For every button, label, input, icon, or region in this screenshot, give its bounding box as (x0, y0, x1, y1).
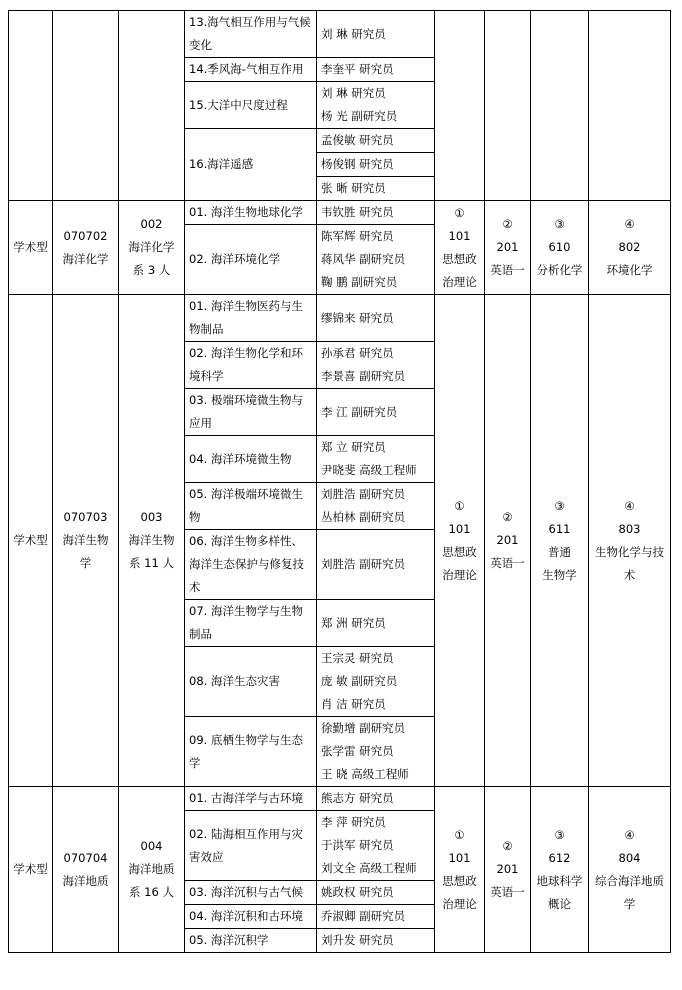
exam2-cell (485, 11, 531, 201)
direction-name: 02. 海洋环境化学 (185, 225, 317, 295)
teacher-cell: 刘升发 研究员 (317, 929, 435, 953)
exam2-cell: ② 201 英语一 (485, 787, 531, 953)
dept-cell: 004 海洋地质 系 16 人 (119, 787, 185, 953)
exam4-cell (589, 11, 671, 201)
type-cell (9, 11, 53, 201)
direction-name: 02. 陆海相互作用与灾害效应 (185, 811, 317, 881)
exam2-cell: ② 201 英语一 (485, 201, 531, 295)
teacher-cell: 刘胜浩 副研究员 (317, 530, 435, 600)
direction-name: 15.大洋中尺度过程 (185, 82, 317, 129)
exam4-cell: ④ 802 环境化学 (589, 201, 671, 295)
teacher-cell: 李 萍 研究员 于洪军 研究员 刘文全 高级工程师 (317, 811, 435, 881)
teacher-cell: 杨俊钢 研究员 (317, 153, 435, 177)
direction-name: 06. 海洋生物多样性、海洋生态保护与修复技术 (185, 530, 317, 600)
table-row (9, 295, 671, 342)
teacher-cell: 姚政权 研究员 (317, 881, 435, 905)
teacher-cell: 郑 洲 研究员 (317, 600, 435, 647)
teacher-cell: 刘 琳 研究员 杨 光 副研究员 (317, 82, 435, 129)
exam1-cell: ① 101 思想政 治理论 (435, 201, 485, 295)
teacher-cell: 陈军辉 研究员 蒋风华 副研究员 鞠 鹏 副研究员 (317, 225, 435, 295)
exam1-cell (435, 11, 485, 201)
major-cell: 070703 海洋生物学 (53, 295, 119, 787)
teacher-cell: 李奎平 研究员 (317, 58, 435, 82)
direction-name: 05. 海洋沉积学 (185, 929, 317, 953)
direction-name: 05. 海洋极端环境微生物 (185, 483, 317, 530)
teacher-cell: 李 江 副研究员 (317, 389, 435, 436)
major-cell (53, 11, 119, 201)
type-cell: 学术型 (9, 787, 53, 953)
direction-name: 03. 极端环境微生物与应用 (185, 389, 317, 436)
direction-name: 01. 古海洋学与古环境 (185, 787, 317, 811)
exam2-cell: ② 201 英语一 (485, 295, 531, 787)
teacher-cell: 刘胜浩 副研究员 丛柏林 副研究员 (317, 483, 435, 530)
teacher-cell: 孟俊敏 研究员 (317, 129, 435, 153)
teacher-cell: 张 晰 研究员 (317, 177, 435, 201)
teacher-cell: 乔淑卿 副研究员 (317, 905, 435, 929)
exam4-cell: ④ 803 生物化学与技 术 (589, 295, 671, 787)
exam4-cell: ④ 804 综合海洋地质 学 (589, 787, 671, 953)
exam3-cell: ③ 611 普通 生物学 (531, 295, 589, 787)
type-cell: 学术型 (9, 295, 53, 787)
teacher-cell: 王宗灵 研究员 庞 敏 副研究员 肖 洁 研究员 (317, 647, 435, 717)
direction-name: 07. 海洋生物学与生物制品 (185, 600, 317, 647)
exam3-cell: ③ 612 地球科学 概论 (531, 787, 589, 953)
teacher-cell: 熊志方 研究员 (317, 787, 435, 811)
teacher-cell: 郑 立 研究员 尹晓斐 高级工程师 (317, 436, 435, 483)
teacher-cell: 缪锦来 研究员 (317, 295, 435, 342)
table-row (9, 787, 671, 811)
teacher-cell: 孙承君 研究员 李景喜 副研究员 (317, 342, 435, 389)
exam3-cell (531, 11, 589, 201)
major-cell: 070702 海洋化学 (53, 201, 119, 295)
direction-name: 14.季风海-气相互作用 (185, 58, 317, 82)
type-cell: 学术型 (9, 201, 53, 295)
table-row (9, 11, 671, 58)
direction-name: 16.海洋遥感 (185, 129, 317, 201)
direction-name: 04. 海洋环境微生物 (185, 436, 317, 483)
dept-cell: 003 海洋生物 系 11 人 (119, 295, 185, 787)
direction-name: 01. 海洋生物地球化学 (185, 201, 317, 225)
teacher-cell: 刘 琳 研究员 (317, 11, 435, 58)
dept-cell: 002 海洋化学 系 3 人 (119, 201, 185, 295)
exam3-cell: ③ 610 分析化学 (531, 201, 589, 295)
exam1-cell: ① 101 思想政 治理论 (435, 295, 485, 787)
direction-name: 08. 海洋生态灾害 (185, 647, 317, 717)
teacher-cell: 徐勤增 副研究员 张学雷 研究员 王 晓 高级工程师 (317, 717, 435, 787)
major-cell: 070704 海洋地质 (53, 787, 119, 953)
direction-name: 13.海气相互作用与气候变化 (185, 11, 317, 58)
direction-name: 02. 海洋生物化学和环境科学 (185, 342, 317, 389)
dept-cell (119, 11, 185, 201)
direction-name: 09. 底栖生物学与生态学 (185, 717, 317, 787)
table-row (9, 201, 671, 225)
exam1-cell: ① 101 思想政 治理论 (435, 787, 485, 953)
direction-name: 01. 海洋生物医药与生物制品 (185, 295, 317, 342)
teacher-cell: 韦钦胜 研究员 (317, 201, 435, 225)
admission-table (8, 10, 671, 953)
direction-name: 04. 海洋沉积和古环境 (185, 905, 317, 929)
direction-name: 03. 海洋沉积与古气候 (185, 881, 317, 905)
